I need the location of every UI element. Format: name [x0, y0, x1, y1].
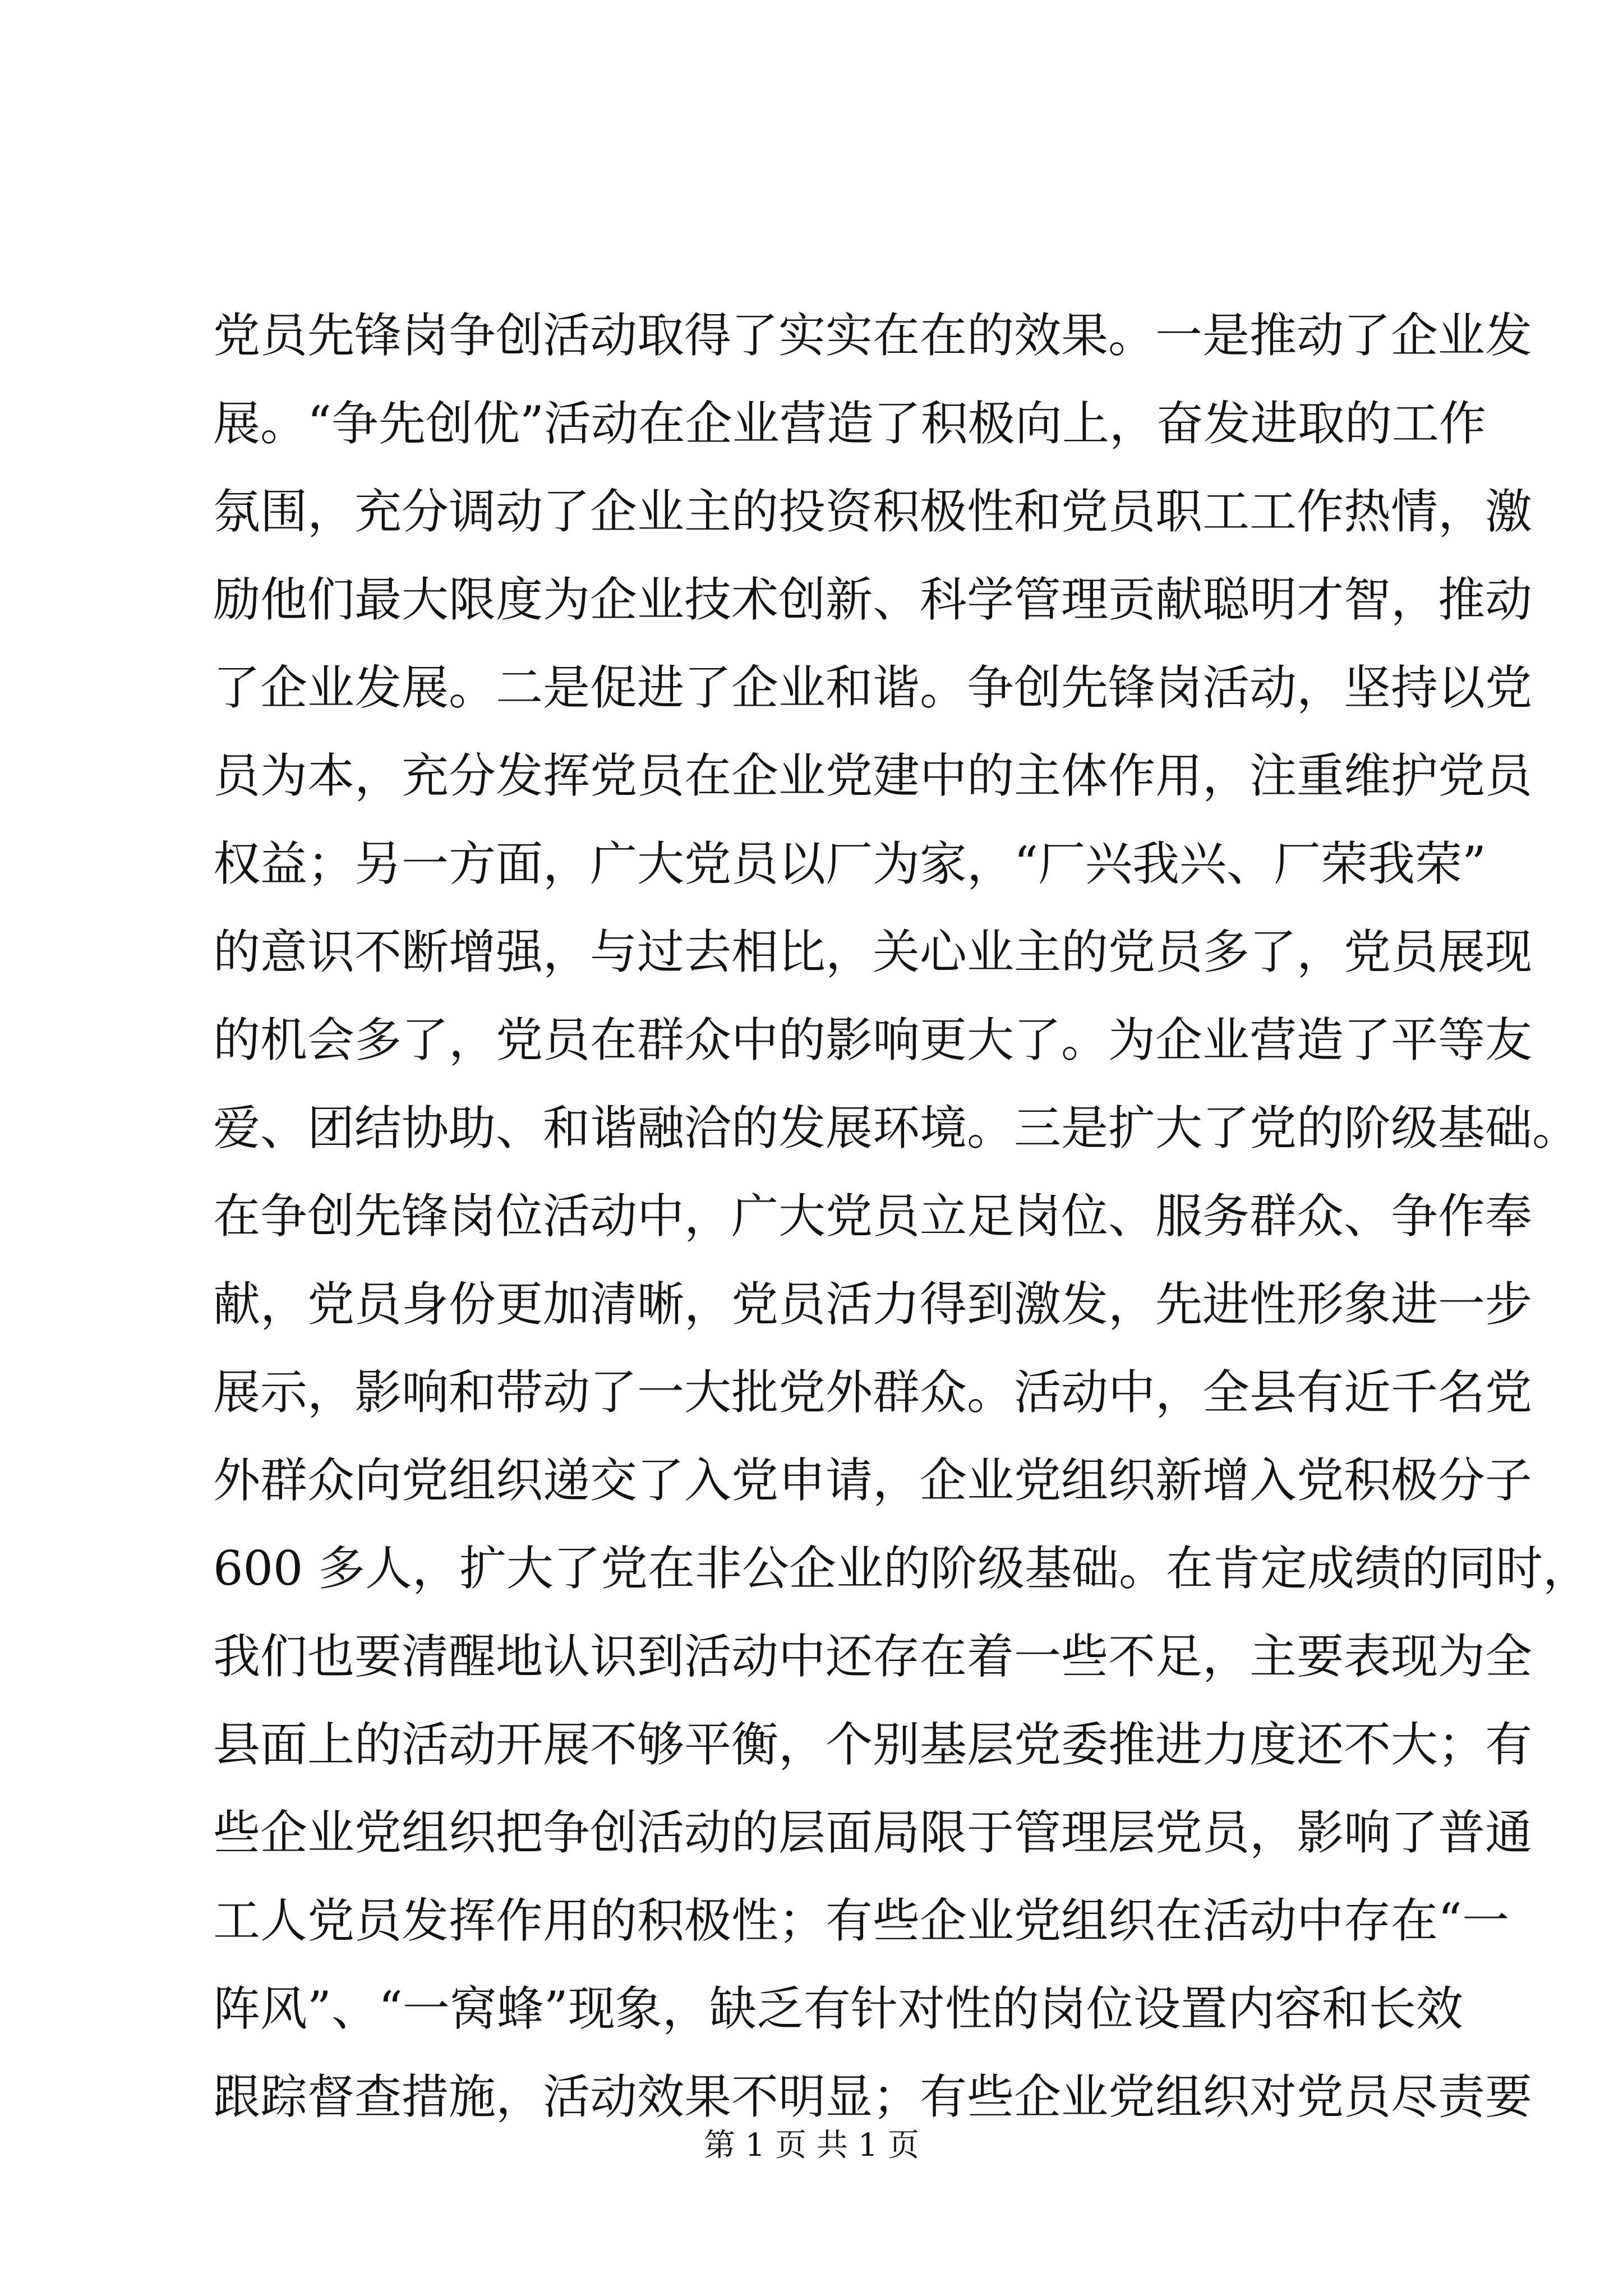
text-line-18: 些企业党组织把争创活动的层面局限于管理层党员，影响了普通 — [213, 1805, 1533, 1860]
text-line-7: 权益；另一方面，广大党员以厂为家，“厂兴我兴、厂荣我荣” — [213, 836, 1486, 891]
text-line-14: 外群众向党组织递交了入党申请，企业党组织新增入党积极分子 — [213, 1453, 1533, 1508]
text-line-8: 的意识不断增强，与过去相比，关心业主的党员多了，党员展现 — [213, 924, 1533, 979]
text-line-20: 阵风”、“一窝蜂”现象，缺乏有针对性的岗位设置内容和长效 — [213, 1981, 1463, 2036]
text-line-4: 励他们最大限度为企业技术创新、科学管理贡献聪明才智，推动 — [213, 572, 1533, 627]
text-line-21: 跟踪督查措施，活动效果不明显；有些企业党组织对党员尽责要 — [213, 2069, 1533, 2124]
text-line-19: 工人党员发挥作用的积极性；有些企业党组织在活动中存在“一 — [213, 1893, 1509, 1948]
text-line-11: 在争创先锋岗位活动中，广大党员立足岗位、服务群众、争作奉 — [213, 1189, 1533, 1244]
text-line-16: 我们也要清醒地认识到活动中还存在着一些不足，主要表现为全 — [213, 1629, 1533, 1684]
text-line-17: 县面上的活动开展不够平衡，个别基层党委推进力度还不大；有 — [213, 1717, 1533, 1772]
body-text — [213, 292, 1590, 2141]
text-line-13: 展示，影响和带动了一大批党外群众。活动中，全县有近千名党 — [213, 1365, 1533, 1420]
text-line-5: 了企业发展。二是促进了企业和谐。争创先锋岗活动，坚持以党 — [213, 660, 1533, 715]
text-line-2: 展。“争先创优”活动在企业营造了积极向上，奋发进取的工作 — [213, 396, 1486, 451]
text-line-1: 党员先锋岗争创活动取得了实实在在的效果。一是推动了企业发 — [213, 308, 1533, 363]
page-number-footer: 第 1 页 共 1 页 — [703, 2127, 920, 2164]
text-line-6: 员为本，充分发挥党员在企业党建中的主体作用，注重维护党员 — [213, 748, 1533, 803]
text-line-10: 爱、团结协助、和谐融洽的发展环境。三是扩大了党的阶级基础。 — [213, 1101, 1580, 1156]
text-line-9: 的机会多了，党员在群众中的影响更大了。为企业营造了平等友 — [213, 1013, 1533, 1068]
text-line-15: 600 多人，扩大了党在非公企业的阶级基础。在肯定成绩的同时， — [213, 1541, 1590, 1596]
text-line-12: 献，党员身份更加清晰，党员活力得到激发，先进性形象进一步 — [213, 1277, 1533, 1332]
text-line-3: 氛围，充分调动了企业主的投资积极性和党员职工工作热情，激 — [213, 484, 1533, 539]
